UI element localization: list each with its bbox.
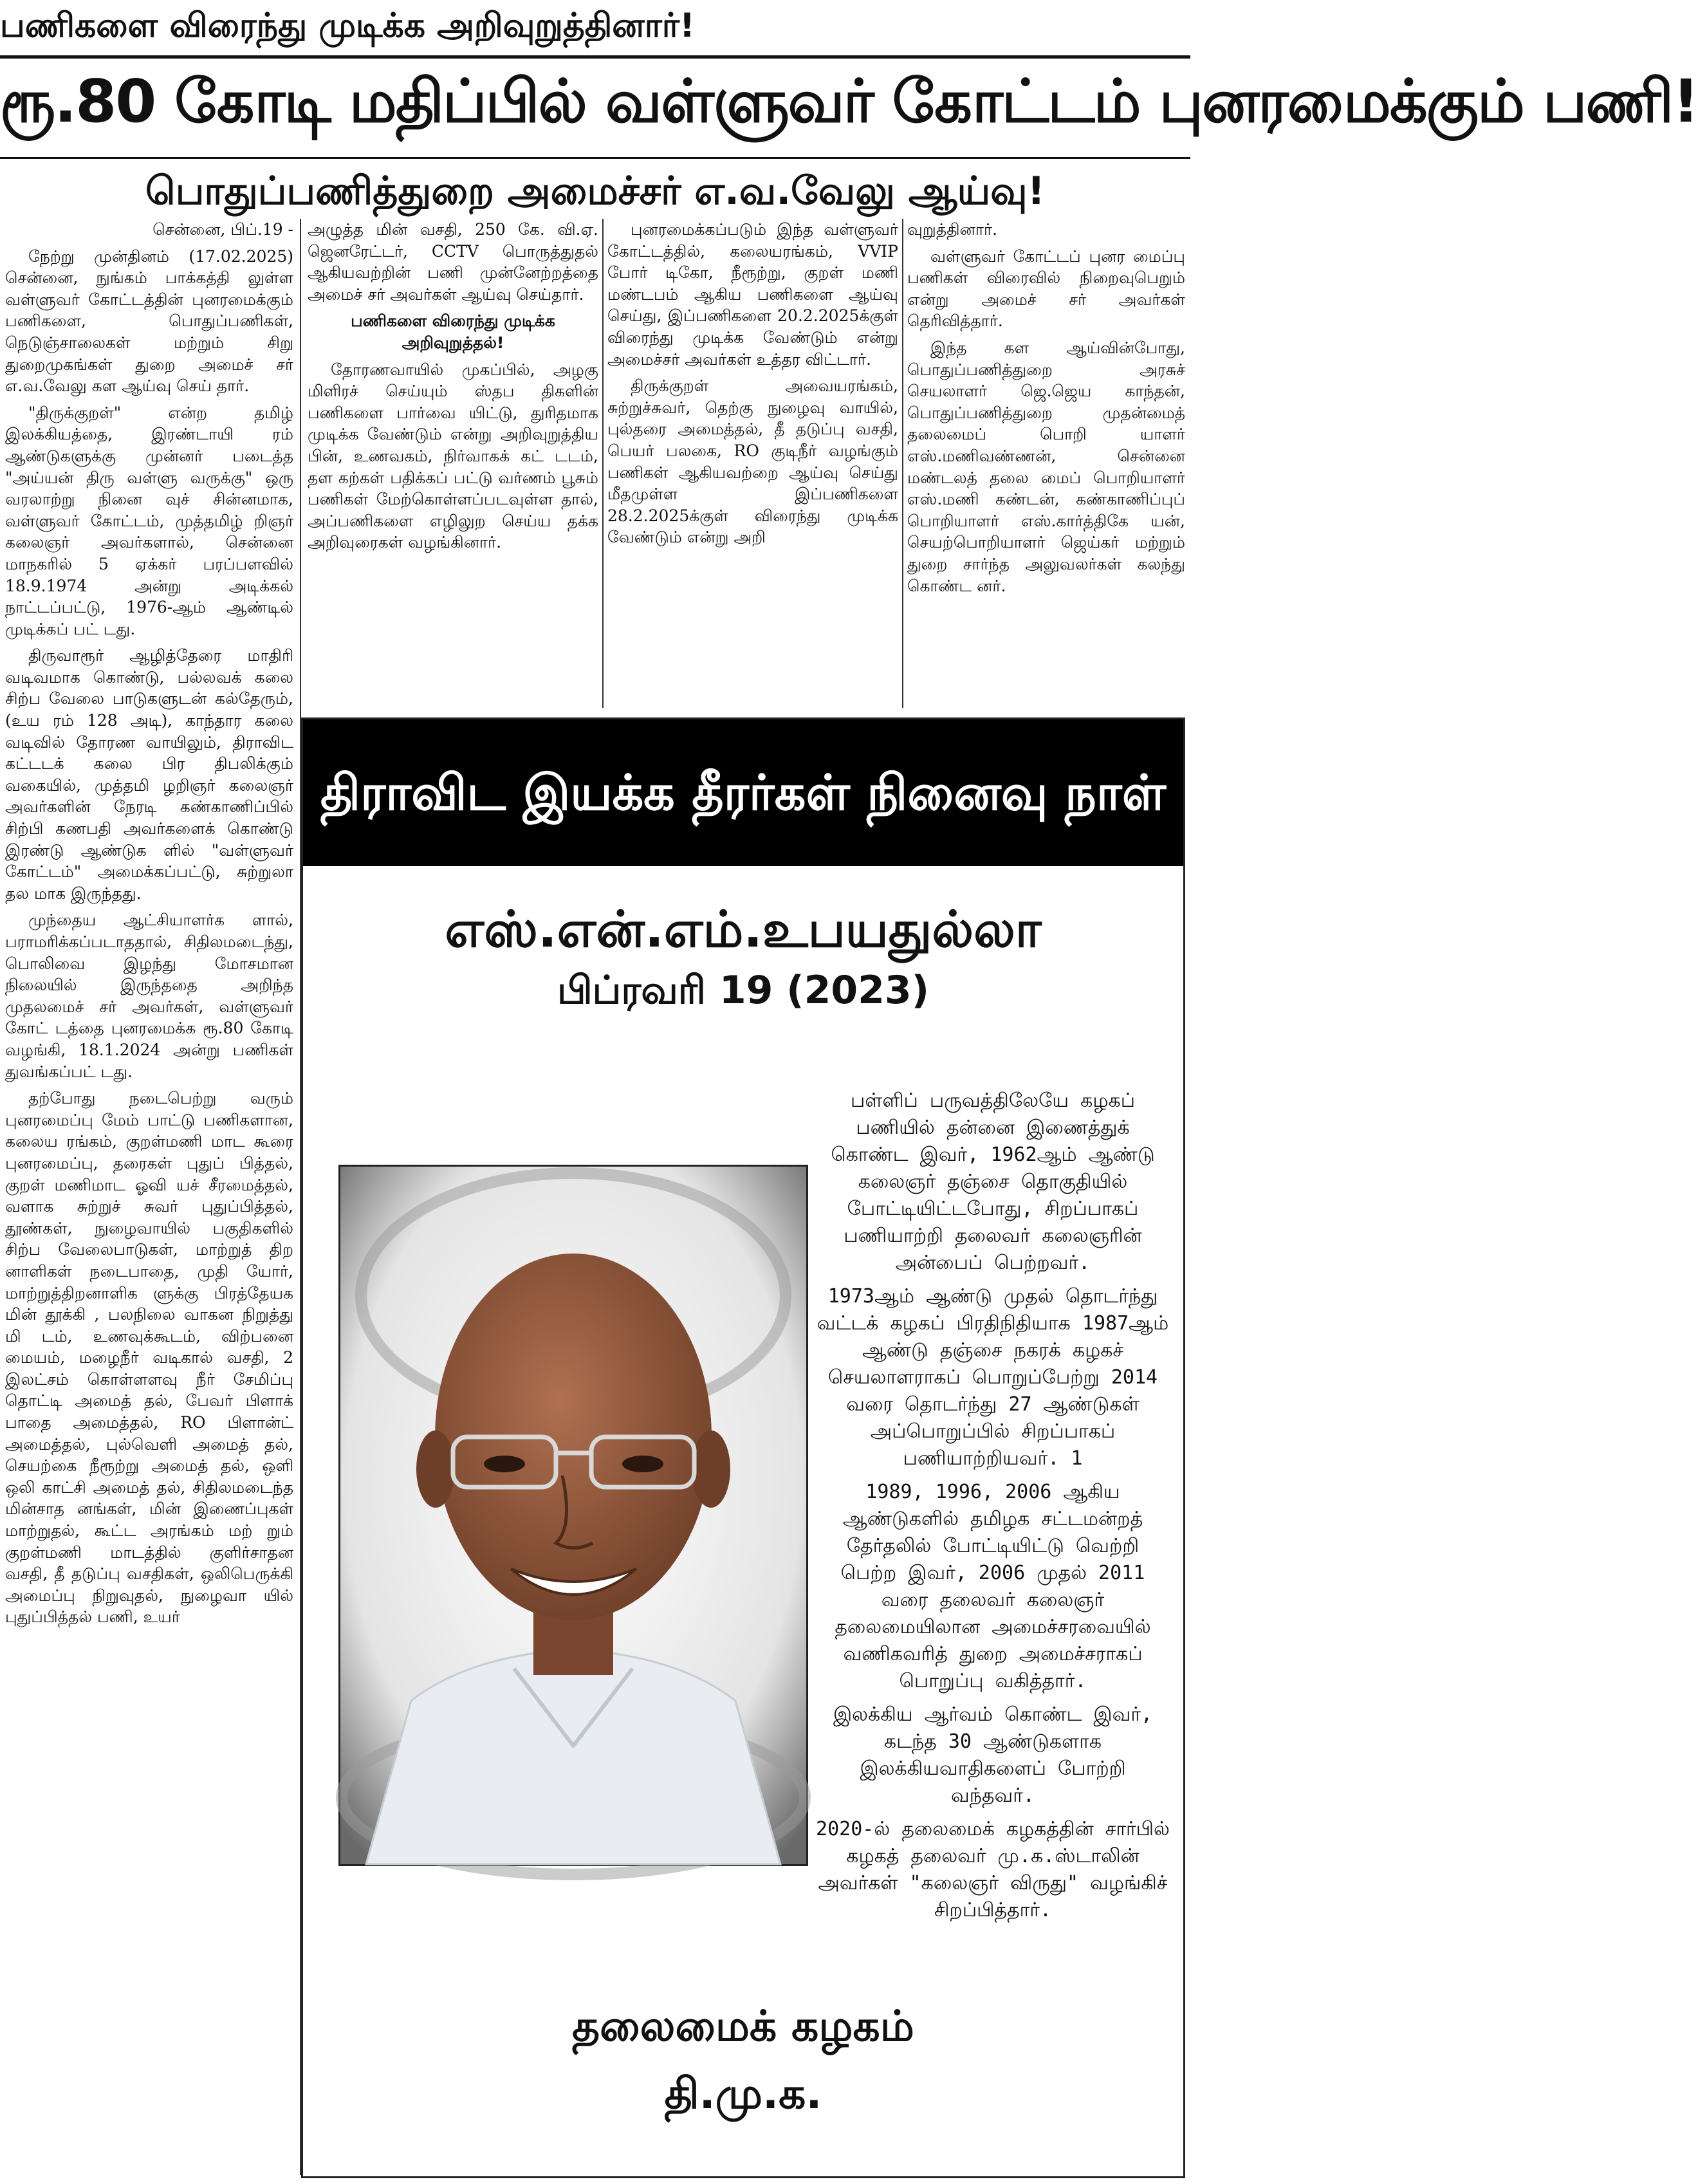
portrait-photo [338, 1165, 808, 1866]
paragraph: தோரணவாயில் முகப்பில், அழகு மிளிரச் செய்யும் ஸ்தப திகளின் பணிகளை பார்வை யிட்டு, துரிதமாக முடிக்க வேண்டும் என்று அறிவுறுத்திய பின், உணவகம், நிர்வாகக் கட் டடம், தள கற்கள் பதிக்கப் பட்டு வர்ணம் பூசும் பணிகள் மேற்கொள்ளப்படவுள்ள தால், அப்பணிகளை எழிலுற செய்ய தக்க அறிவுரைகள் வழங்கினார். [308, 360, 598, 552]
obituary-paragraph: 2020-ல் தலைமைக் கழகத்தின் சார்பில் கழகத் தலைவர் மு.க.ஸ்டாலின் அவர்கள் "கலைஞர் விருது" வழங்கிச் சிறப்பித்தார். [816, 1818, 1170, 1921]
obituary-banner: திராவிட இயக்க தீரர்கள் நினைவு நாள் [303, 719, 1183, 866]
main-headline: ரூ.80 கோடி மதிப்பில் வள்ளுவர் கோட்டம் புனரமைக்கும் பணி! [0, 67, 1698, 136]
column-divider [902, 219, 903, 708]
obituary-date: பிப்ரவரி 19 (2023) [557, 968, 930, 1013]
paragraph: திருவாரூர் ஆழித்தேரை மாதிரி வடிவமாக கொண்டு, பல்லவக் கலை சிற்ப வேலை பாடுகளுடன் கல்தேரும், (உய ரம் 128 அடி), காந்தார கலை வடிவில் தோரண வாயிலும், திராவிட கட்டடக் கலை பிர திபலிக்கும் வகையில், முத்தமி ழறிஞர் கலைஞர் அவர்களின் நேரடி கண்காணிப்பில் சிற்பி கணபதி அவர்களைக் கொண்டு இரண்டு ஆண்டுக ளில் "வள்ளுவர் கோட்டம்" அமைக்கப்பட்டு, சுற்றுலா தல மாக இருந்தது. [5, 646, 293, 903]
obituary-paragraph: 1989, 1996, 2006 ஆகிய ஆண்டுகளில் தமிழக சட்டமன்றத் தேர்தலில் போட்டியிட்டு வெற்றி பெற்ற இவர், 2006 முதல் 2011 வரை தலைவர் கலைஞர் தலைமையிலான அமைச்சரவையில் வணிகவரித் துறை அமைச்சராகப் பொறுப்பு வகித்தார். [835, 1481, 1151, 1692]
paragraph: இந்த கள ஆய்வின்போது, பொதுப்பணித்துறை அரசுச் செயலாளர் ஜெ.ஜெய காந்தன், பொதுப்பணித்துறை முதன்மைத் தலைமைப் பொறி யாளர் எஸ்.மணிவண்ணன், சென்னை மண்டலத் தலை மைப் பொறியாளர் எஸ்.மணி கண்டன், கண்காணிப்புப் பொறியாளர் எஸ்.கார்த்திகே யன், செயற்பொறியாளர் ஜெய்கர் மற்றும் துறை சார்ந்த அலுவலர்கள் கலந்து கொண்ட னர். [907, 338, 1185, 595]
rule-top [0, 55, 1190, 59]
paragraph: புனரமைக்கப்படும் இந்த வள்ளுவர் கோட்டத்தில், கலையரங்கம், VVIP போர் டிகோ, நீரூற்று, குறள் மணி மண்டபம் ஆகிய பணிகளை ஆய்வு செய்து, இப்பணிகளை 20.2.2025க்குள் விரைந்து முடிக்க வேண்டும் என்று அமைச்சர் அவர்கள் உத்தர விட்டார். [607, 220, 898, 369]
paragraph: வுறுத்தினார். [907, 220, 997, 239]
kicker-headline: பணிகளை விரைந்து முடிக்க அறிவுறுத்தினார்! [0, 6, 695, 45]
dateline: சென்னை, பிப்.19 - [152, 220, 293, 239]
article-subheading: பணிகளை விரைந்து முடிக்க அறிவுறுத்தல்! [351, 311, 555, 352]
article-column-4 [907, 219, 1185, 708]
rule-mid [0, 157, 1190, 159]
portrait-illustration [340, 1167, 806, 1864]
signature-line-1: தலைமைக் கழகம் [572, 2001, 914, 2051]
paragraph: வள்ளுவர் கோட்டப் புனர மைப்பு பணிகள் விரைவில் நிறைவுபெறும் என்று அமைச் சர் அவர்கள் தெரிவித்தார். [907, 246, 1185, 331]
obituary-text [816, 1087, 1170, 1930]
article-column-3 [607, 219, 898, 708]
obituary-paragraph: இலக்கிய ஆர்வம் கொண்ட இவர், கடந்த 30 ஆண்டுகளாக இலக்கியவாதிகளைப் போற்றி வந்தவர். [833, 1703, 1153, 1807]
obituary-paragraph: 1973ஆம் ஆண்டு முதல் தொடர்ந்து வட்டக் கழகப் பிரதிநிதியாக 1987ஆம் ஆண்டு தஞ்சை நகரக் கழகச் செயலாளராகப் பொறுப்பேற்று 2014 வரை தொடர்ந்து 27 ஆண்டுகள் அப்பொறுப்பில் சிறப்பாகப் பணியாற்றியவர். 1 [817, 1285, 1169, 1470]
obituary-paragraph: பள்ளிப் பருவத்திலேயே கழகப் பணியில் தன்னை இணைத்துக் கொண்ட இவர், 1962ஆம் ஆண்டு கலைஞர் தஞ்சை தொகுதியில் போட்டியிட்டபோது, சிறப்பாகப் பணியாற்றி தலைவர் கலைஞரின் அன்பைப் பெற்றவர். [831, 1089, 1155, 1274]
paragraph: தற்போது நடைபெற்று வரும் புனரமைப்பு மேம் பாட்டு பணிகளான, கலைய ரங்கம், குறள்மணி மாட கூரை புனரமைப்பு, தரைகள் புதுப் பித்தல், குறள் மணிமாட ஓவி யச் சீரமைத்தல், வளாக சுற்றுச் சுவர் புதுப்பித்தல், தூண்கள், நுழைவாயில் பகுதிகளில் சிற்ப வேலைபாடுகள், மாற்றுத் திற னாளிகள் நடைபாதை, முதி யோர், மாற்றுத்திறனாளிக ளுக்கு பிரத்தேயக மின் தூக்கி , பலநிலை வாகன நிறுத்து மி டம், உணவுக்கூடம், விற்பனை மையம், மழைநீர் வடிகால் வசதி, 2 இலட்சம் கொள்ளளவு நீர் சேமிப்பு தொட்டி அமைத் தல், பேவர் பிளாக் பாதை அமைத்தல், RO பிளான்ட் அமைத்தல், புல்வெளி அமைத் தல், செயற்கை நீரூற்று அமைத் தல், ஒளி ஒலி காட்சி அமைத் தல், சிதிலமடைந்த மின்சாத னங்கள், மின் இணைப்புகள் மாற்றுதல், கூட்ட அரங்கம் மற் றும் குறள்மணி மாடத்தில் குளிர்சாதன வசதி, தீ தடுப்பு வசதிகள், ஒலிபெருக்கி அமைப்பு நிறுவுதல், நுழைவா யில் புதுப்பித்தல் பணி, உயர் [5, 1089, 293, 1627]
obituary-name: எஸ்.என்.எம்.உபயதுல்லா [445, 901, 1042, 959]
article-column-2 [308, 219, 598, 708]
column-divider [602, 219, 604, 708]
signature-line-2: தி.மு.க. [664, 2069, 822, 2118]
paragraph: நேற்று முன்தினம் (17.02.2025) சென்னை, நுங்கம் பாக்கத்தி லுள்ள வள்ளுவர் கோட்டத்தின் புனரமைக்கும் பணிகளை, பொதுப்பணிகள், நெடுஞ்சாலைகள் மற்றும் சிறு துறைமுகங்கள் துறை அமைச் சர் எ.வ.வேலு கள ஆய்வு செய் தார். [5, 246, 293, 396]
paragraph: திருக்குறள் அவையரங்கம், சுற்றுச்சுவர், தெற்கு நுழைவு வாயில், புல்தரை அமைத்தல், தீ தடுப்பு வசதி, பெயர் பலகை, RO குடிநீர் வழங்கும் பணிகள் ஆகியவற்றை ஆய்வு செய்து மீதமுள்ள இப்பணிகளை 28.2.2025க்குள் விரைந்து முடிக்க வேண்டும் என்று அறி [607, 376, 898, 547]
sub-headline: பொதுப்பணித்துறை அமைச்சர் எ.வ.வேலு ஆய்வு! [145, 169, 1045, 214]
article-column-1 [5, 219, 293, 2175]
paragraph: "திருக்குறள்" என்ற தமிழ் இலக்கியத்தை, இரண்டாயி ரம் ஆண்டுகளுக்கு முன்னர் படைத்த "அய்யன் திரு வள்ளு வருக்கு" ஒரு வரலாற்று நினை வுச் சின்னமாக, வள்ளுவர் கோட்டம், முத்தமிழ் றிஞர் கலைஞர் அவர்களால், சென்னை மாநகரில் 5 ஏக்கர் பரப்பளவில் 18.9.1974 அன்று அடிக்கல் நாட்டப்பட்டு, 1976-ஆம் ஆண்டில் முடிக்கப் பட் டது. [5, 403, 293, 638]
paragraph: அழுத்த மின் வசதி, 250 கே. வி.ஏ. ஜெனரேட்டர், CCTV பொருத்துதல் ஆகியவற்றின் பணி முன்னேற்றத்தை அமைச் சர் அவர்கள் ஆய்வு செய்தார். [308, 220, 598, 304]
paragraph: முந்தைய ஆட்சியாளர்க ளால், பராமரிக்கப்படாததால், சிதிலமடைந்து, பொலிவை இழந்து மோசமான நிலையில் இருந்ததை அறிந்த முதலமைச் சர் அவர்கள், வள்ளுவர் கோட் டத்தை புனரமைக்க ரூ.80 கோடி வழங்கி, 18.1.2024 அன்று பணிகள் துவங்கப்பட் டது. [5, 911, 293, 1081]
